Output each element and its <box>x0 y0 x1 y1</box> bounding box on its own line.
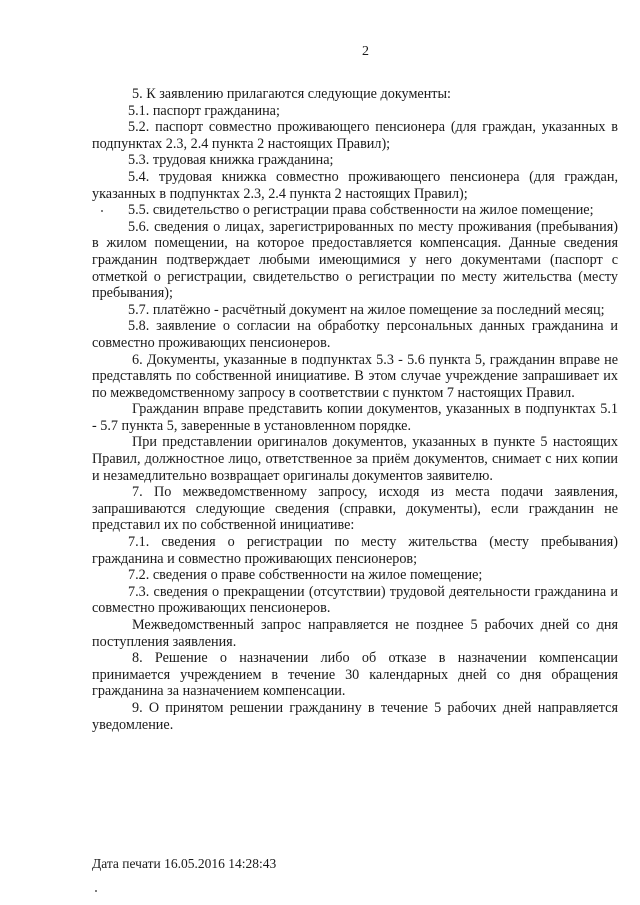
paragraph-8: 8. Решение о назначении либо об отказе в назначении компенсации принимается учреждением в течение 30 календарных дней со дня обращения гражданина за назначением компенсации. <box>92 650 618 700</box>
paragraph-5-6: 5.6. сведения о лицах, зарегистрированных по месту проживания (пребывания) в жилом помещении, на которое предоставляется компенсация. Данные сведения гражданин подтверждает любыми имеющимися у него документами (паспорт с отметкой о регистрации, свидетельство о регистрации по месту жительства (месту пребывания); <box>92 218 618 302</box>
paragraph-5-1: 5.1. паспорт гражданина; <box>128 102 280 119</box>
paragraph-5: 5. К заявлению прилагаются следующие документы: <box>132 86 451 102</box>
scan-speck <box>101 210 103 212</box>
paragraph-7-2: 7.2. сведения о праве собственности на жилое помещение; <box>128 567 483 584</box>
scan-speck <box>95 890 97 892</box>
paragraph-originals: При представлении оригиналов документов, указанных в пункте 5 настоящих Правил, должностное лицо, ответственное за приём документов, снимает с них копии и незамедлительно возвращает оригиналы документов заявителю. <box>92 434 618 484</box>
document-body <box>92 86 618 733</box>
paragraph-9: 9. О принятом решении гражданину в течение 5 рабочих дней направляется уведомление. <box>92 699 618 733</box>
paragraph-5-8: 5.8. заявление о согласии на обработку персональных данных гражданина и совместно проживающих пенсионеров. <box>92 318 618 351</box>
paragraph-interagency-request: Межведомственный запрос направляется не позднее 5 рабочих дней со дня поступления заявления. <box>92 617 618 650</box>
paragraph-7: 7. По межведомственному запросу, исходя из места подачи заявления, запрашиваются следующие сведения (справки, документы), если гражданин не представил их по собственной инициативе: <box>92 484 618 534</box>
print-date: Дата печати 16.05.2016 14:28:43 <box>92 856 277 871</box>
paragraph-5-4: 5.4. трудовая книжка совместно проживающего пенсионера (для граждан, указанных в подпунктах 2.3, 2.4 пункта 2 настоящих Правил); <box>92 168 618 202</box>
paragraph-5-3: 5.3. трудовая книжка гражданина; <box>128 152 334 169</box>
paragraph-copies: Гражданин вправе представить копии документов, указанных в подпунктах 5.1 - 5.7 пункта 5, заверенные в установленном порядке. <box>92 401 618 434</box>
paragraph-5-7: 5.7. платёжно - расчётный документ на жилое помещение за последний месяц; <box>128 301 605 318</box>
paragraph-7-1: 7.1. сведения о регистрации по месту жительства (месту пребывания) гражданина и совместно проживающих пенсионеров; <box>92 534 618 567</box>
page-number: 2 <box>362 44 369 59</box>
paragraph-7-3: 7.3. сведения о прекращении (отсутствии) трудовой деятельности гражданина и совместно проживающих пенсионеров. <box>92 583 618 617</box>
paragraph-5-5: 5.5. свидетельство о регистрации права собственности на жилое помещение; <box>128 202 594 219</box>
paragraph-6: 6. Документы, указанные в подпунктах 5.3 - 5.6 пункта 5, гражданин вправе не представлять по собственной инициативе. В этом случае учреждение запрашивает их по межведомственному запросу в соответствии с пунктом 7 настоящих Правил. <box>92 351 618 401</box>
paragraph-5-2: 5.2. паспорт совместно проживающего пенсионера (для граждан, указанных в подпунктах 2.3, 2.4 пункта 2 настоящих Правил); <box>92 119 618 152</box>
